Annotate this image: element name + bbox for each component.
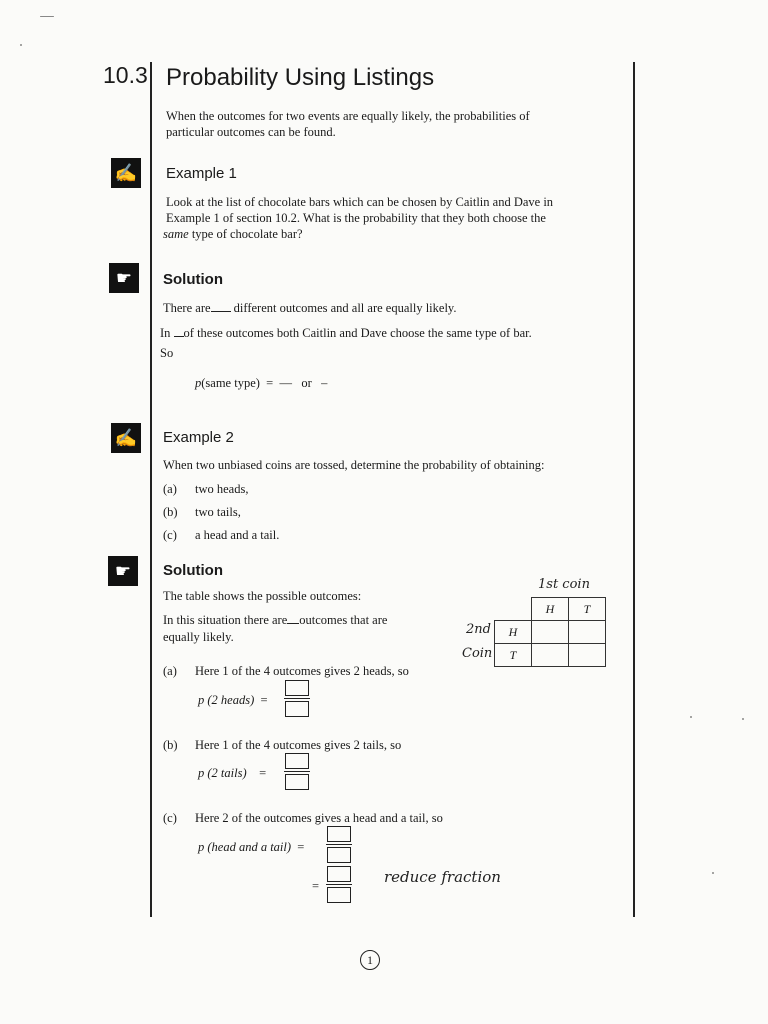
prob-expression: p (2 heads) xyxy=(198,693,255,707)
solution2-line-2 xyxy=(163,612,387,628)
right-margin-rule xyxy=(633,62,635,917)
table-row xyxy=(495,621,606,644)
formula-or: or xyxy=(301,376,312,390)
pointing-hand-icon: ☛ xyxy=(108,556,138,586)
intro-line-2: particular outcomes can be found. xyxy=(166,125,336,139)
solution1-line-3: So xyxy=(160,346,174,360)
handwritten-reduce-fraction: reduce fraction xyxy=(384,868,501,886)
example1-line-3 xyxy=(163,226,303,242)
pointing-hand-icon: ☛ xyxy=(109,263,139,293)
example1-line-3-rest: type of chocolate bar? xyxy=(188,227,303,241)
prob-head-and-tail xyxy=(198,839,304,855)
page-number-circle xyxy=(360,950,380,970)
col-header: H xyxy=(532,598,569,621)
equals-sign: = xyxy=(297,840,305,854)
fraction-boxes xyxy=(284,680,310,717)
part-label: (b) xyxy=(163,738,178,752)
handwritten-second: 2nd xyxy=(466,622,491,637)
part-label: (a) xyxy=(163,482,177,496)
solution1-line-1 xyxy=(163,300,457,316)
example2-heading: Example 2 xyxy=(163,429,234,446)
scan-speck xyxy=(690,716,692,718)
numerator-box xyxy=(327,866,351,882)
solution1-line-1a: There are xyxy=(163,301,211,315)
table-cell xyxy=(532,621,569,644)
prob-2-tails xyxy=(198,765,266,781)
emphasis-same: same xyxy=(163,227,189,241)
prob-2-heads xyxy=(198,692,268,708)
page-number: 1 xyxy=(367,953,373,967)
handwritten-first-coin: 1st coin xyxy=(538,577,590,592)
part-text: two heads, xyxy=(195,482,249,496)
solution2-part-a xyxy=(163,663,409,679)
example2-part-c xyxy=(163,527,279,543)
solution2-line-2b: outcomes that are xyxy=(299,613,388,627)
blank-underline xyxy=(174,336,184,337)
row-header: H xyxy=(495,621,532,644)
denominator-box xyxy=(327,847,351,863)
fraction-boxes xyxy=(326,826,352,863)
solution1-heading: Solution xyxy=(163,271,223,288)
solution2-line-3: equally likely. xyxy=(163,630,234,644)
solution1-line-1b: different outcomes and all are equally likely. xyxy=(233,301,457,315)
table-row xyxy=(495,644,606,667)
example2-part-b xyxy=(163,504,241,520)
col-header: T xyxy=(569,598,606,621)
table-row xyxy=(495,598,606,621)
solution1-line-2 xyxy=(160,325,532,341)
fraction-bar xyxy=(326,884,352,885)
solution2-line-1: The table shows the possible outcomes: xyxy=(163,589,362,603)
numerator-box xyxy=(285,680,309,696)
prob-expression: p (2 tails) xyxy=(198,766,247,780)
formula-blank-1: — xyxy=(279,376,292,390)
denominator-box xyxy=(285,701,309,717)
example1-heading: Example 1 xyxy=(166,165,237,182)
table-corner xyxy=(495,598,532,621)
same-type-formula xyxy=(195,375,327,391)
denominator-box xyxy=(285,774,309,790)
formula-blank-2: – xyxy=(321,376,328,390)
solution1-line-2a: In xyxy=(160,326,171,340)
handwritten-coin: Coin xyxy=(462,646,493,661)
prob-expression: p (head and a tail) xyxy=(198,840,292,854)
table-cell xyxy=(532,644,569,667)
part-text: Here 1 of the 4 outcomes gives 2 tails, so xyxy=(195,738,402,752)
equals-sign: = xyxy=(259,766,267,780)
fraction-boxes xyxy=(284,753,310,790)
left-margin-rule xyxy=(150,62,152,917)
scan-speck xyxy=(742,718,744,720)
formula-equals: = xyxy=(266,376,274,390)
part-text: a head and a tail. xyxy=(195,528,280,542)
hand-writing-icon: ✍ xyxy=(111,158,141,188)
part-text: Here 2 of the outcomes gives a head and a tail, so xyxy=(195,811,443,825)
table-cell xyxy=(569,621,606,644)
intro-line-1: When the outcomes for two events are equally likely, the probabilities of xyxy=(166,109,530,123)
part-label: (c) xyxy=(163,811,177,825)
part-label: (c) xyxy=(163,528,177,542)
example1-line-2: Example 1 of section 10.2. What is the probability that they both choose the xyxy=(166,211,546,225)
section-number: 10.3 xyxy=(103,62,148,88)
row-header: T xyxy=(495,644,532,667)
solution2-line-2a: In this situation there are xyxy=(163,613,288,627)
solution1-line-2b: of these outcomes both Caitlin and Dave choose the same type of bar. xyxy=(183,326,532,340)
formula-arg: (same type) xyxy=(201,376,260,390)
scan-speck xyxy=(20,44,22,46)
denominator-box xyxy=(327,887,351,903)
second-equals-sign: = xyxy=(312,879,320,893)
example1-line-1: Look at the list of chocolate bars which can be chosen by Caitlin and Dave in xyxy=(166,195,554,209)
example2-part-a xyxy=(163,481,248,497)
formula-p: p xyxy=(195,376,202,390)
fraction-boxes xyxy=(326,866,352,903)
example2-question: When two unbiased coins are tossed, determine the probability of obtaining: xyxy=(163,458,545,472)
equals-sign: = xyxy=(260,693,268,707)
section-title: Probability Using Listings xyxy=(166,64,435,91)
numerator-box xyxy=(285,753,309,769)
part-text: two tails, xyxy=(195,505,241,519)
part-label: (a) xyxy=(163,664,177,678)
blank-underline xyxy=(211,311,231,312)
fraction-bar xyxy=(326,844,352,845)
part-text: Here 1 of the 4 outcomes gives 2 heads, so xyxy=(195,664,409,678)
scan-speck xyxy=(712,872,714,874)
solution2-heading: Solution xyxy=(163,562,223,579)
part-label: (b) xyxy=(163,505,178,519)
hand-writing-icon: ✍ xyxy=(111,423,141,453)
fraction-bar xyxy=(284,698,310,699)
numerator-box xyxy=(327,826,351,842)
scan-speck xyxy=(40,16,54,17)
table-cell xyxy=(569,644,606,667)
solution2-part-c xyxy=(163,810,443,826)
solution2-part-b xyxy=(163,737,401,753)
fraction-bar xyxy=(284,771,310,772)
outcome-table xyxy=(494,597,606,667)
blank-underline xyxy=(287,623,299,624)
